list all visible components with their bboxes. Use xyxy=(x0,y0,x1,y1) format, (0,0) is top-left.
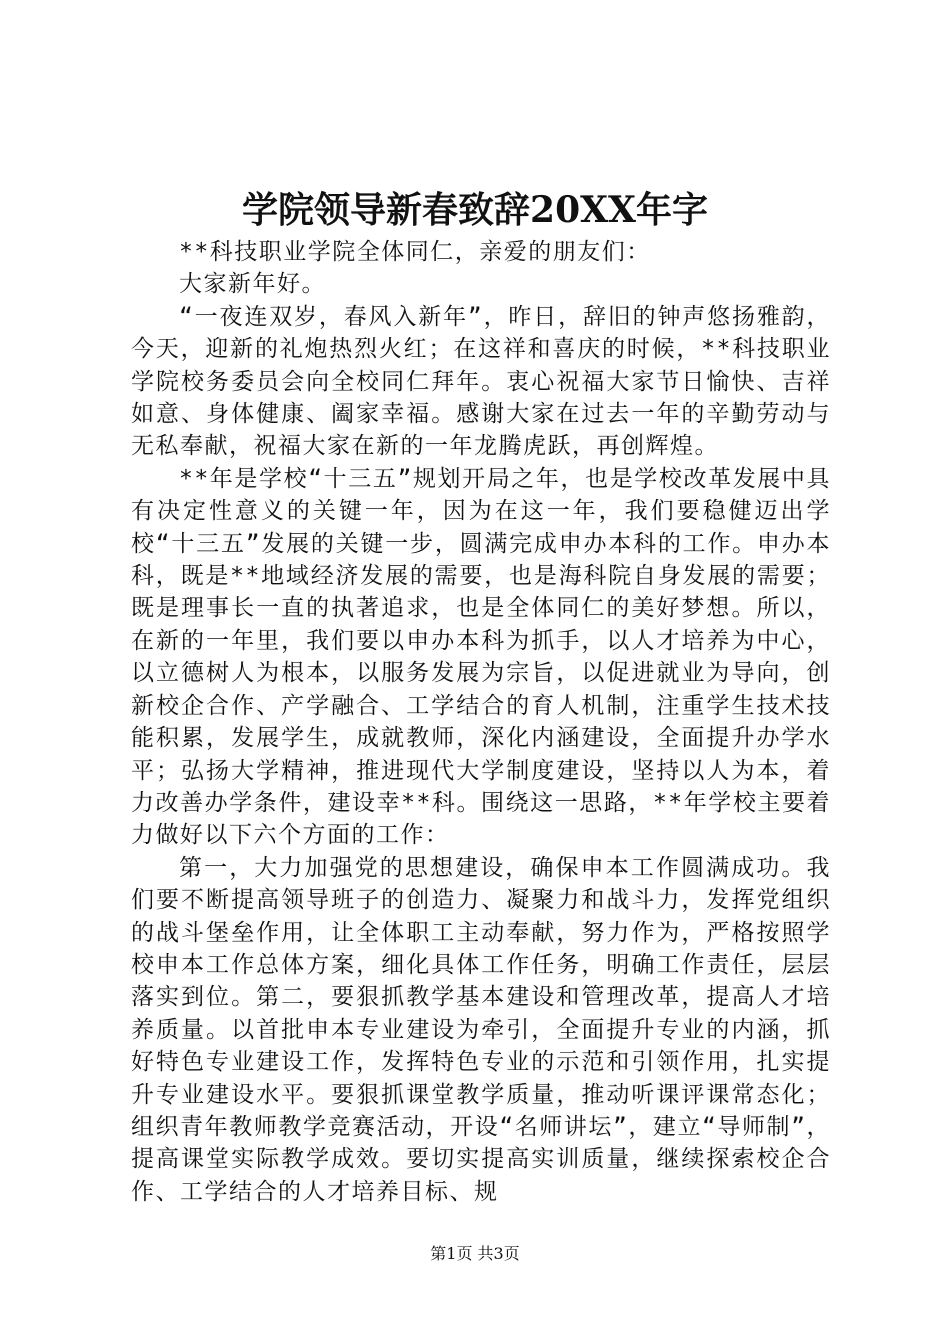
document-title: 学院领导新春致辞20XX年字 xyxy=(242,189,708,231)
page-number-footer: 第1页 共3页 xyxy=(430,1244,520,1263)
salutation-paragraph: **科技职业学院全体同仁，亲爱的朋友们： xyxy=(179,239,651,265)
document-body xyxy=(131,236,831,1208)
body-paragraph: “一夜连双岁，春风入新年”，昨日，辞旧的钟声悠扬雅韵，今天，迎新的礼炮热烈火红；在这祥和喜庆的时候，**科技职业学院校务委员会向全校同仁拜年。衷心祝福大家节日愉快、吉祥如意、身体健康、阖家幸福。感谢大家在过去一年的辛勤劳动与无私奉献，祝福大家在新的一年龙腾虎跃，再创辉煌。 xyxy=(131,303,831,460)
greeting-paragraph: 大家新年好。 xyxy=(179,271,326,298)
body-paragraph: 第一，大力加强党的思想建设，确保申本工作圆满成功。我们要不断提高领导班子的创造力、凝聚力和战斗力，发挥党组织的战斗堡垒作用，让全体职工主动奉献，努力作为，严格按照学校申本工作总体方案，细化具体工作任务，明确工作责任，层层落实到位。第二，要狠抓教学基本建设和管理改革，提高人才培养质量。以首批申本专业建设为牵引，全面提升专业的内涵，抓好特色专业建设工作，发挥特色专业的示范和引领作用，扎实提升专业建设水平。要狠抓课堂教学质量，推动听课评课常态化；组织青年教师教学竞赛活动，开设“名师讲坛”，建立“导师制”，提高课堂实际教学成效。要切实提高实训质量，继续探索校企合作、工学结合的人才培养目标、规 xyxy=(131,854,831,1205)
body-paragraph: **年是学校“十三五”规划开局之年，也是学校改革发展中具有决定性意义的关键一年，因为在这一年，我们要稳健迈出学校“十三五”发展的关键一步，圆满完成申办本科的工作。申办本科，既是**地域经济发展的需要，也是海科院自身发展的需要；既是理事长一直的执著追求，也是全体同仁的美好梦想。所以，在新的一年里，我们要以申办本科为抓手，以人才培养为中心，以立德树人为根本，以服务发展为宗旨，以促进就业为导向，创新校企合作、产学融合、工学结合的育人机制，注重学生技术技能积累，发展学生，成就教师，深化内涵建设，全面提升办学水平；弘扬大学精神，推进现代大学制度建设，坚持以人为本，着力改善办学条件，建设幸**科。围绕这一思路，**年学校主要着力做好以下六个方面的工作： xyxy=(131,465,831,849)
